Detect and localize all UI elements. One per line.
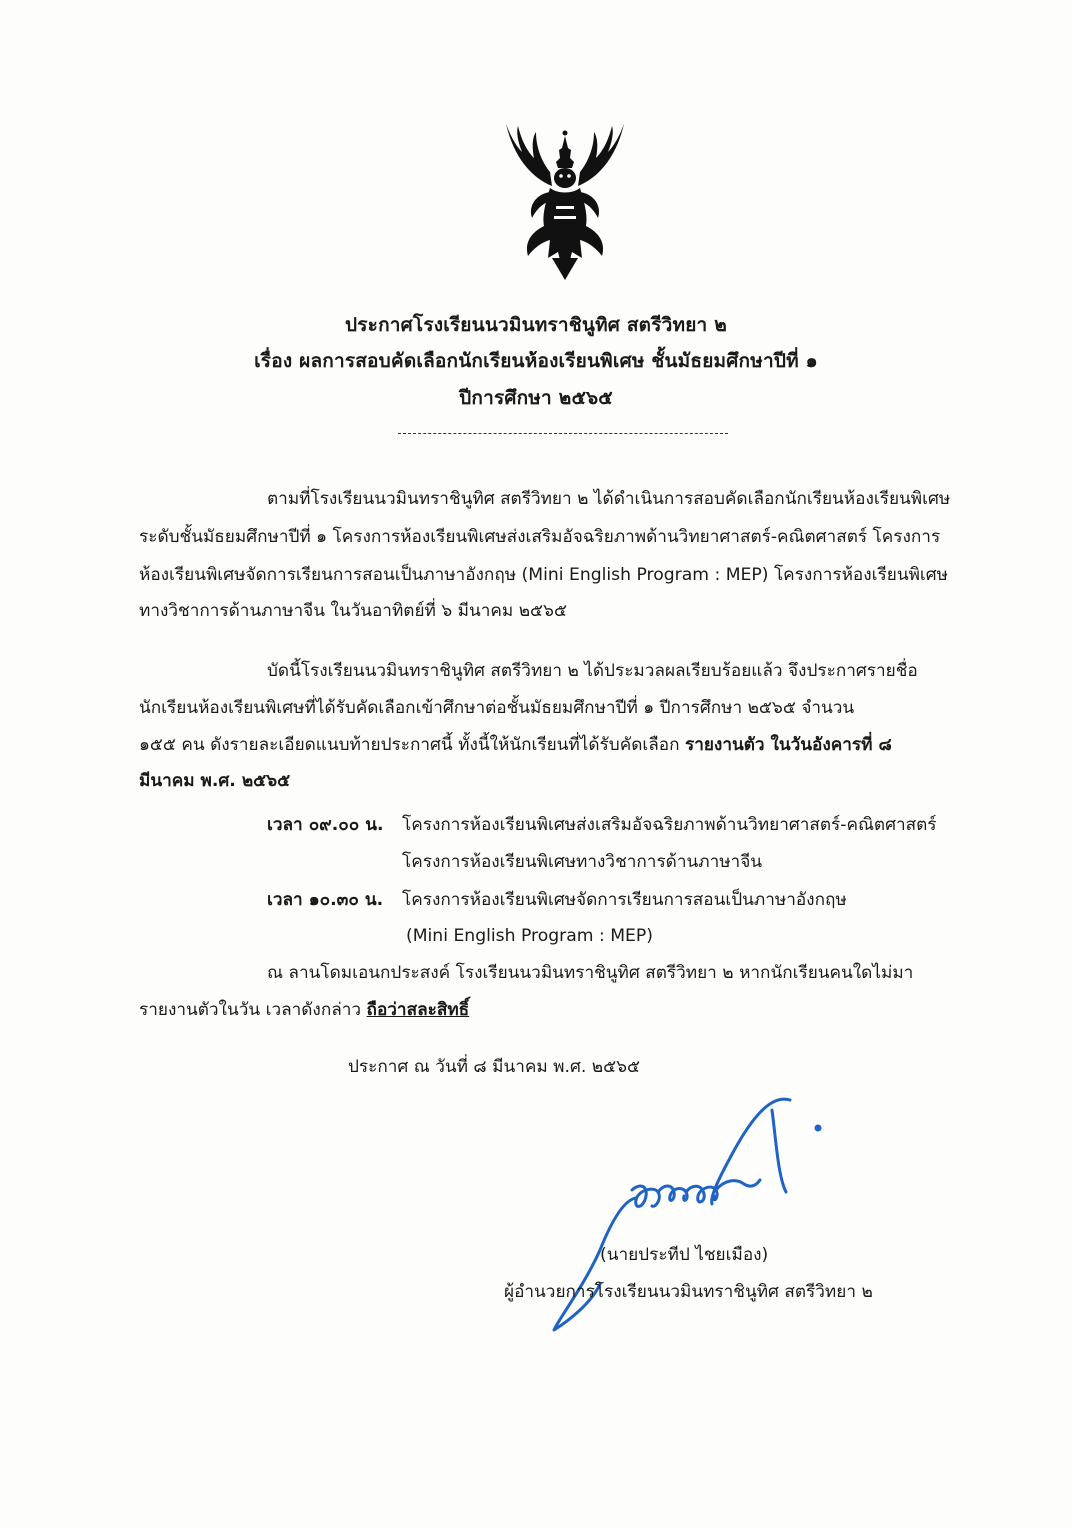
signature: [540, 1080, 840, 1350]
garuda-emblem-icon: [492, 118, 638, 280]
para2-line4: มีนาคม พ.ศ. ๒๕๖๕: [139, 771, 291, 791]
para2-line3-text: ๑๕๕ คน ดังรายละเอียดแนบท้ายประกาศนี้ ทั้งนี้ให้นักเรียนที่ได้รับคัดเลือก: [139, 735, 685, 755]
para1-line4: ทางวิชาการด้านภาษาจีน ในวันอาทิตย์ที่ ๖ มีนาคม ๒๕๖๕: [139, 601, 567, 621]
para1-line1: ตามที่โรงเรียนนวมินทราชินูทิศ สตรีวิทยา ๒ ได้ดำเนินการสอบคัดเลือกนักเรียนห้องเรียนพิเศษ: [267, 489, 951, 509]
schedule-1-item-2: โครงการห้องเรียนพิเศษทางวิชาการด้านภาษาจีน: [402, 852, 763, 872]
para2-line1: บัดนี้โรงเรียนนวมินทราชินูทิศ สตรีวิทยา ๒ ได้ประมวลผลเรียบร้อยแล้ว จึงประกาศรายชื่อ: [267, 661, 918, 681]
report-date-bold: รายงานตัว ในวันอังคารที่ ๘: [684, 735, 892, 755]
forfeit-notice: ถือว่าสละสิทธิ์: [366, 1000, 470, 1020]
schedule-2-item-1: โครงการห้องเรียนพิเศษจัดการเรียนการสอนเป็นภาษาอังกฤษ: [402, 890, 847, 910]
announcement-subject: เรื่อง ผลการสอบคัดเลือกนักเรียนห้องเรียนพิเศษ ชั้นมัธยมศึกษาปีที่ ๑: [254, 350, 818, 372]
academic-year: ปีการศึกษา ๒๕๖๕: [459, 387, 613, 409]
announcement-date: ประกาศ ณ วันที่ ๘ มีนาคม พ.ศ. ๒๕๖๕: [348, 1057, 641, 1077]
para2-line3: [139, 734, 892, 756]
schedule-time-1: เวลา ๐๙.๐๐ น.: [267, 815, 384, 835]
para3-line1: ณ ลานโดมเอนกประสงค์ โรงเรียนนวมินทราชินูทิศ สตรีวิทยา ๒ หากนักเรียนคนใดไม่มา: [267, 963, 914, 983]
signer-name: (นายประทีป ไชยเมือง): [600, 1245, 769, 1265]
announcement-title: ประกาศโรงเรียนนวมินทราชินูทิศ สตรีวิทยา ๒: [345, 314, 727, 336]
para1-line2: ระดับชั้นมัธยมศึกษาปีที่ ๑ โครงการห้องเรียนพิเศษส่งเสริมอัจฉริยภาพด้านวิทยาศาสตร์-คณิตศาสตร์ โครงการ: [139, 527, 941, 547]
divider: [398, 433, 728, 434]
para1-line3: ห้องเรียนพิเศษจัดการเรียนการสอนเป็นภาษาอังกฤษ (Mini English Program : MEP) โครงการห้องเรียนพิเศษ: [139, 565, 949, 585]
signer-position: ผู้อำนวยการโรงเรียนนวมินทราชินูทิศ สตรีวิทยา ๒: [504, 1282, 873, 1302]
para3-line2: [139, 999, 469, 1021]
schedule-time-2: เวลา ๑๐.๓๐ น.: [267, 890, 384, 910]
schedule-1-item-1: โครงการห้องเรียนพิเศษส่งเสริมอัจฉริยภาพด้านวิทยาศาสตร์-คณิตศาสตร์: [402, 815, 937, 835]
para2-line2: นักเรียนห้องเรียนพิเศษที่ได้รับคัดเลือกเข้าศึกษาต่อชั้นมัธยมศึกษาปีที่ ๑ ปีการศึกษา ๒๕๖๕ จำนวน: [139, 698, 855, 718]
para3-line2-text: รายงานตัวในวัน เวลาดังกล่าว: [139, 1000, 367, 1020]
schedule-2-item-2: (Mini English Program : MEP): [406, 926, 653, 946]
